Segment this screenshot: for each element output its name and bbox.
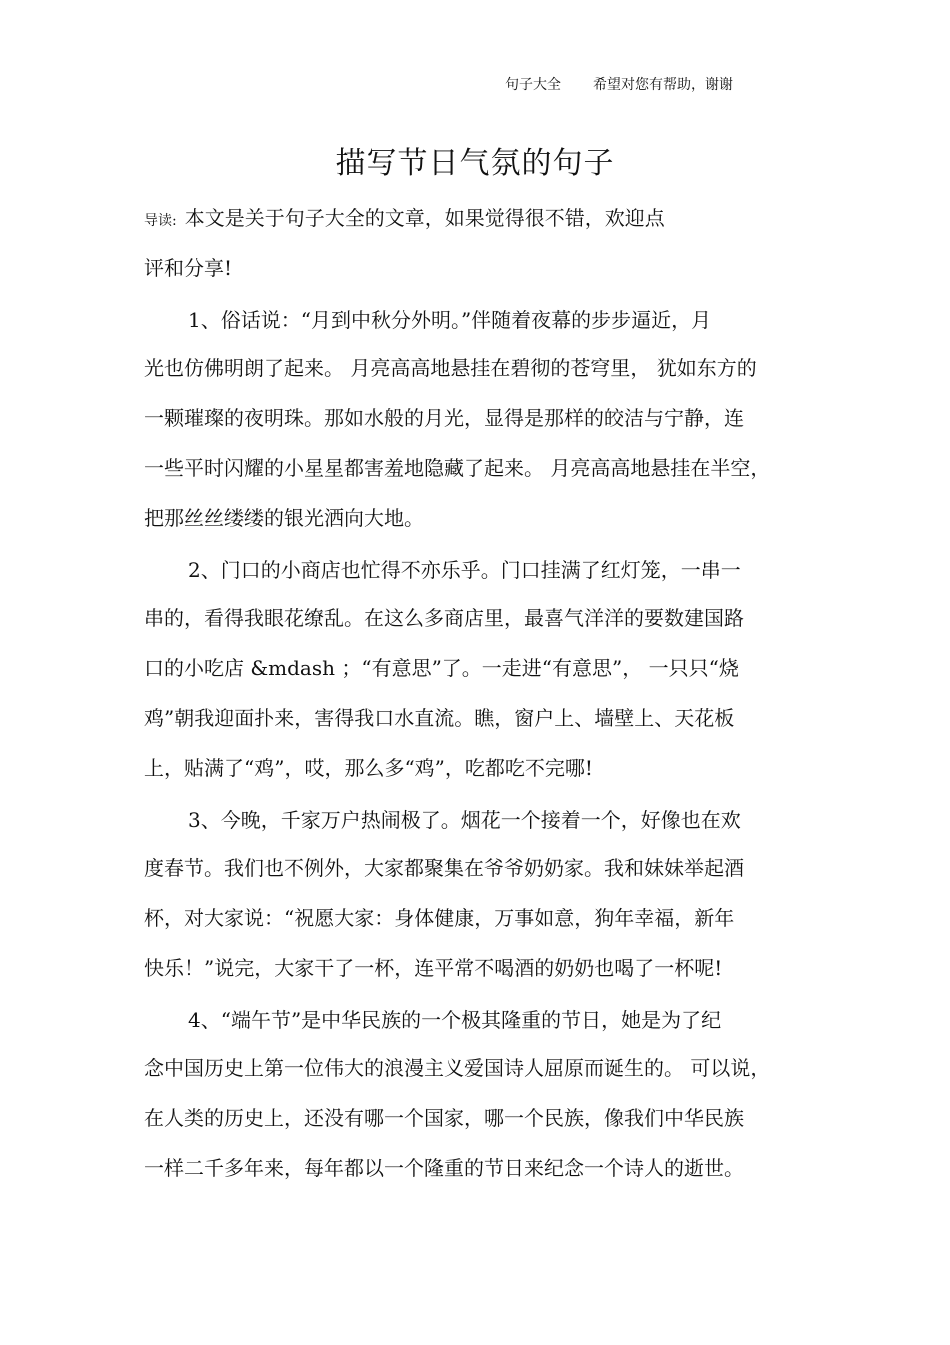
- paragraph-1-line-1: 1、俗话说：“月到中秋分外明。”伴随着夜幕的步步逼近，月: [188, 308, 712, 332]
- header-tagline: 希望对您有帮助，谢谢: [593, 77, 733, 93]
- paragraph-2-line-2: 串的，看得我眼花缭乱。在这么多商店里，最喜气洋洋的要数建国路: [144, 606, 744, 630]
- paragraph-1-line-3: 一颗璀璨的夜明珠。那如水般的月光，显得是那样的皎洁与宁静，连: [144, 406, 744, 430]
- paragraph-2-line-3: 口的小吃店 &mdash ；“有意思”了。一走进“有意思”， 一只只“烧: [144, 656, 739, 680]
- paragraph-3-line-2: 度春节。我们也不例外，大家都聚集在爷爷奶奶家。我和妹妹举起酒: [144, 856, 744, 880]
- intro-line-2: 评和分享!: [144, 256, 233, 280]
- paragraph-2-line-5: 上，贴满了“鸡”，哎，那么多“鸡”，吃都吃不完哪!: [144, 756, 593, 780]
- paragraph-4-line-2: 念中国历史上第一位伟大的浪漫主义爱国诗人屈原而诞生的。 可以说，: [144, 1056, 771, 1080]
- intro-text-1: 本文是关于句子大全的文章，如果觉得很不错，欢迎点: [184, 206, 665, 230]
- paragraph-2-line-1: 2、门口的小商店也忙得不亦乐乎。门口挂满了红灯笼，一串一: [188, 558, 741, 582]
- intro-line-1: [144, 203, 665, 236]
- paragraph-3-line-4: 快乐！”说完，大家干了一杯，连平常不喝酒的奶奶也喝了一杯呢!: [144, 956, 723, 980]
- paragraph-4-line-3: 在人类的历史上，还没有哪一个国家，哪一个民族，像我们中华民族: [144, 1106, 744, 1130]
- paragraph-2-line-4: 鸡”朝我迎面扑来，害得我口水直流。瞧，窗户上、墙壁上、天花板: [144, 706, 735, 730]
- page-header: [505, 74, 733, 94]
- paragraph-1-line-5: 把那丝丝缕缕的银光洒向大地。: [144, 506, 424, 530]
- paragraph-3-line-1: 3、今晚，千家万户热闹极了。烟花一个接着一个，好像也在欢: [188, 808, 741, 832]
- paragraph-4-line-4: 一样二千多年来，每年都以一个隆重的节日来纪念一个诗人的逝世。: [144, 1156, 744, 1180]
- header-site-name: 句子大全: [505, 77, 561, 93]
- intro-label: 导读:: [144, 213, 177, 229]
- document-title: 描写节日气氛的句子: [335, 146, 615, 181]
- paragraph-1-line-4: 一些平时闪耀的小星星都害羞地隐藏了起来。 月亮高高地悬挂在半空，: [144, 456, 771, 480]
- paragraph-4-line-1: 4、“端午节”是中华民族的一个极其隆重的节日，她是为了纪: [188, 1008, 722, 1032]
- paragraph-3-line-3: 杯，对大家说：“祝愿大家：身体健康，万事如意，狗年幸福，新年: [144, 906, 735, 930]
- paragraph-1-line-2: 光也仿佛明朗了起来。 月亮高高地悬挂在碧彻的苍穹里， 犹如东方的: [144, 356, 757, 380]
